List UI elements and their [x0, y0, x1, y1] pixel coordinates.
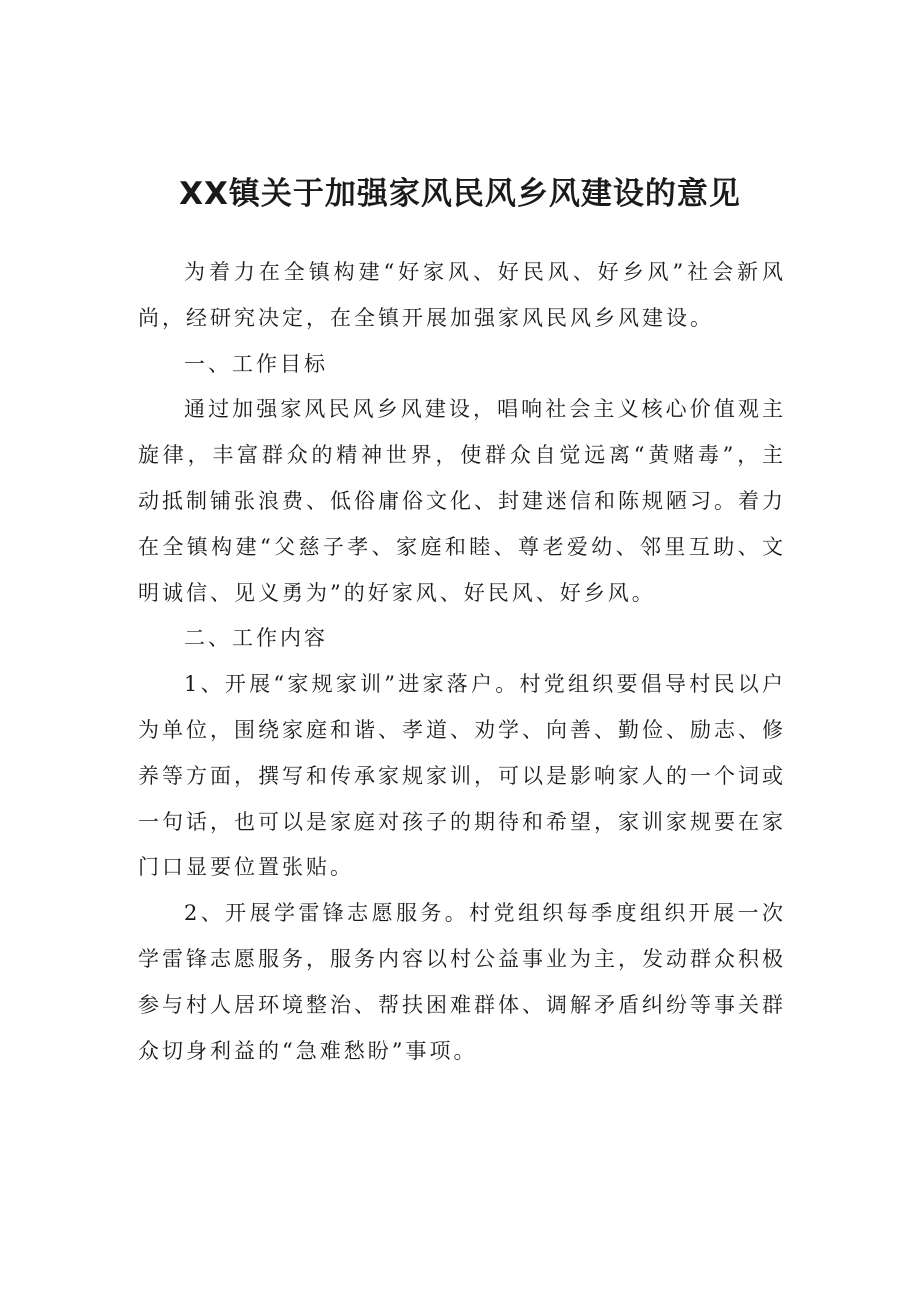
- section-heading-content: 二、工作内容: [184, 626, 328, 651]
- document-title: XX镇关于加强家风民风乡风建设的意见: [179, 176, 741, 212]
- goals-paragraph: 通过加强家风民风乡风建设，唱响社会主义核心价值观主旋律，丰富群众的精神世界，使群众自觉远离“黄赌毒”，主动抵制铺张浪费、低俗庸俗文化、封建迷信和陈规陋习。着力在全镇构建“父慈子孝、家庭和睦、尊老爱幼、邻里互助、文明诚信、见义勇为”的好家风、好民风、好乡风。: [138, 397, 786, 605]
- content-item-1: 1、开展“家规家训”进家落户。村党组织要倡导村民以户为单位，围绕家庭和谐、孝道、劝学、向善、勤俭、励志、修养等方面，撰写和传承家规家训，可以是影响家人的一个词或一句话，也可以是家庭对孩子的期待和希望，家训家规要在家门口显要位置张贴。: [138, 672, 786, 880]
- section-heading-goals: 一、工作目标: [184, 351, 328, 376]
- document-body: [138, 250, 786, 1074]
- intro-paragraph: 为着力在全镇构建“好家风、好民风、好乡风”社会新风尚，经研究决定，在全镇开展加强家风民风乡风建设。: [138, 260, 786, 330]
- content-item-2: 2、开展学雷锋志愿服务。村党组织每季度组织开展一次学雷锋志愿服务，服务内容以村公益事业为主，发动群众积极参与村人居环境整治、帮扶困难群体、调解矛盾纠纷等事关群众切身利益的“急难愁盼”事项。: [138, 901, 786, 1063]
